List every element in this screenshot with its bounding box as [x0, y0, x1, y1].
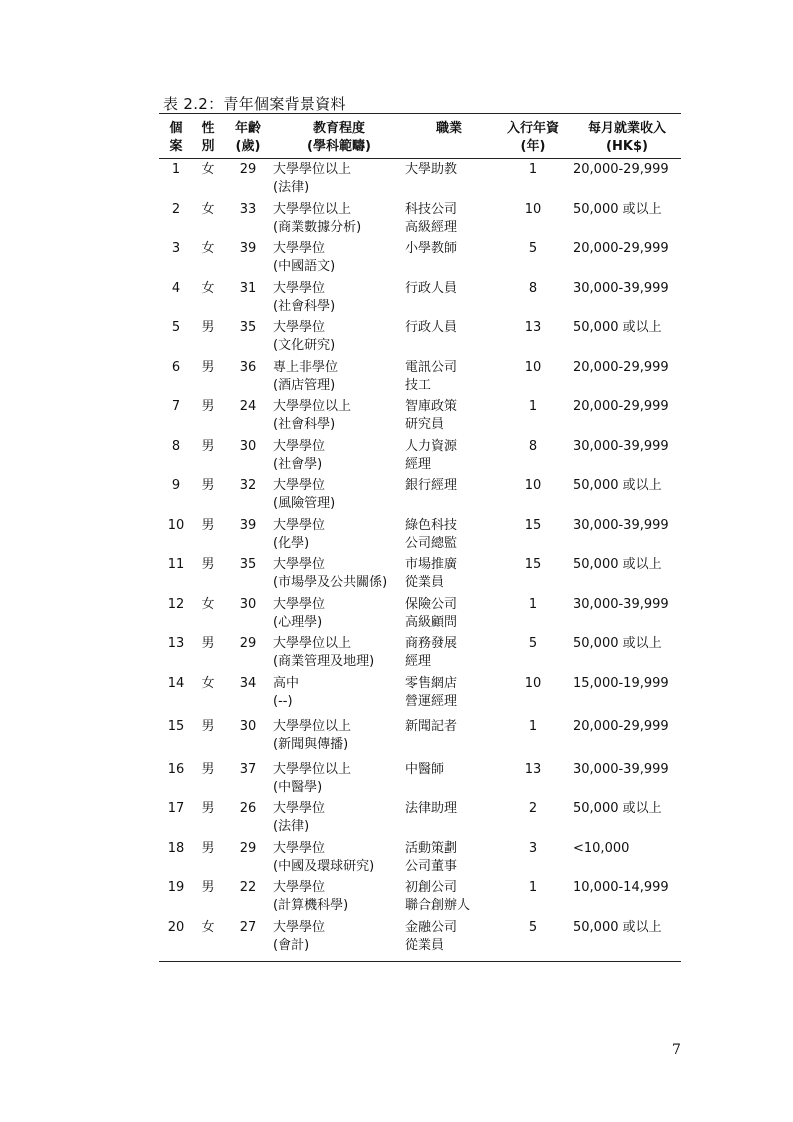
cell-case-number: 12 — [167, 596, 185, 612]
cell-education — [273, 318, 405, 358]
cell-occupation — [405, 595, 493, 635]
cell-age: 29 — [239, 162, 257, 177]
cell-case-number: 15 — [167, 718, 185, 734]
table-row — [159, 918, 681, 962]
cell-age: 35 — [239, 557, 257, 572]
cell-line: 大學學位 — [273, 241, 326, 256]
cell-occupation — [405, 516, 493, 556]
cell-line: 研究員 — [405, 417, 445, 432]
cell-occupation — [405, 918, 493, 962]
cell-years-in-industry: 3 — [528, 840, 538, 856]
cell-line: 綠色科技 — [405, 517, 458, 533]
cell-line: 大學學位 — [273, 557, 326, 572]
header-line: 個 — [169, 121, 183, 136]
header-line: (學科範疇) — [307, 139, 371, 154]
table-row — [159, 839, 681, 879]
cell-line: (社會科學) — [273, 417, 336, 432]
cell-years-in-industry: 8 — [528, 280, 538, 296]
cell-line: 公司董事 — [405, 858, 458, 874]
cell-years-in-industry: 10 — [524, 201, 542, 217]
cell-line: 高級顧問 — [405, 614, 458, 630]
cell-case-number: 18 — [167, 840, 185, 856]
cell-case-number: 14 — [167, 675, 185, 691]
cell-education — [273, 760, 405, 800]
cell-occupation — [405, 200, 493, 240]
cell-age: 39 — [239, 241, 257, 256]
header-years-in-industry — [493, 114, 573, 159]
cell-years-in-industry: 10 — [524, 675, 542, 691]
cell-line: 行政人員 — [405, 320, 458, 335]
cell-age: 32 — [239, 478, 257, 493]
cell-case-number: 17 — [167, 801, 185, 816]
cell-line: 大學學位 — [273, 320, 326, 335]
cell-sex: 男 — [201, 438, 215, 454]
cell-education — [273, 634, 405, 674]
cell-line: 科技公司 — [405, 201, 458, 217]
cell-line: 技工 — [405, 377, 432, 393]
cell-years-in-industry: 8 — [528, 438, 538, 454]
cell-monthly-income: 20,000-29,999 — [573, 399, 669, 414]
header-line: 入行年資 — [506, 121, 559, 136]
cell-line: 大學學位 — [273, 517, 326, 533]
cell-sex: 女 — [201, 596, 215, 612]
cell-education — [273, 358, 405, 398]
cell-monthly-income: 10,000-14,999 — [573, 880, 669, 895]
cell-line: 大學學位以上 — [273, 761, 352, 777]
cell-age: 24 — [239, 399, 257, 414]
cell-line: 公司總監 — [405, 535, 458, 551]
cell-occupation — [405, 437, 493, 477]
cell-education — [273, 674, 405, 717]
cell-occupation — [405, 760, 493, 800]
cell-line: 大學學位 — [273, 438, 326, 454]
cell-sex: 男 — [201, 636, 215, 651]
cell-line: (心理學) — [273, 614, 323, 630]
cell-years-in-industry: 13 — [524, 761, 542, 777]
cell-sex: 男 — [201, 761, 215, 777]
cell-line: 銀行經理 — [405, 478, 458, 493]
cell-line: 法律助理 — [405, 801, 458, 816]
cell-monthly-income: 15,000-19,999 — [573, 675, 669, 691]
cell-monthly-income: <10,000 — [573, 840, 630, 856]
cell-line: 高級經理 — [405, 219, 458, 235]
header-line: 每月就業收入 — [587, 121, 666, 136]
cell-age: 30 — [239, 718, 257, 734]
cell-sex: 男 — [201, 557, 215, 572]
cell-years-in-industry: 1 — [528, 718, 538, 734]
cell-occupation — [405, 839, 493, 879]
cell-age: 35 — [239, 320, 257, 335]
table-row — [159, 717, 681, 760]
cell-line: 市場推廣 — [405, 557, 458, 572]
cell-monthly-income: 50,000 或以上 — [573, 320, 662, 335]
cell-years-in-industry: 5 — [528, 241, 538, 256]
cell-sex: 男 — [201, 517, 215, 533]
header-line: (歲) — [235, 139, 261, 154]
cell-line: 聯合創辦人 — [405, 898, 471, 913]
cell-line: (中醫學) — [273, 779, 323, 795]
cell-line: 從業員 — [405, 937, 445, 953]
cell-monthly-income: 50,000 或以上 — [573, 478, 662, 493]
cell-line: (中國語文) — [273, 259, 336, 274]
cell-line: (市場學及公共關係) — [273, 575, 388, 590]
cell-line: (文化研究) — [273, 338, 336, 353]
table-header — [159, 114, 681, 159]
cell-education — [273, 437, 405, 477]
cell-age: 27 — [223, 918, 273, 962]
cell-line: 金融公司 — [405, 919, 458, 935]
cell-age: 29 — [239, 636, 257, 651]
cell-case-number: 5 — [171, 320, 181, 335]
cell-sex: 女 — [201, 675, 215, 691]
cell-line: (社會科學) — [273, 298, 336, 314]
cell-line: (商業數據分析) — [273, 219, 362, 235]
page-number: 7 — [672, 1042, 681, 1058]
cell-years-in-industry: 5 — [528, 636, 538, 651]
cell-case-number: 11 — [167, 557, 185, 572]
cell-line: 大學學位 — [273, 880, 326, 895]
cell-education — [273, 397, 405, 437]
cell-case-number: 20 — [159, 918, 193, 962]
cell-education — [273, 516, 405, 556]
cell-years-in-industry: 1 — [528, 399, 538, 414]
cell-monthly-income: 50,000 或以上 — [573, 557, 662, 572]
cell-line: 大學學位以上 — [273, 636, 352, 651]
cell-monthly-income: 30,000-39,999 — [573, 280, 669, 296]
cell-line: 初創公司 — [405, 880, 458, 895]
cell-line: 經理 — [405, 456, 432, 472]
cell-sex: 男 — [201, 718, 215, 734]
cell-occupation — [405, 318, 493, 358]
cell-case-number: 13 — [167, 636, 185, 651]
cell-line: (法律) — [273, 180, 310, 195]
header-education — [273, 114, 405, 159]
table-row — [159, 239, 681, 279]
table-caption: 表 2.2：青年個案背景資料 — [163, 95, 346, 113]
cell-line: 大學學位以上 — [273, 201, 352, 217]
cell-years-in-industry: 5 — [493, 918, 573, 962]
cell-line: 經理 — [405, 654, 432, 669]
cell-occupation — [405, 279, 493, 319]
cell-line: (新聞與傳播) — [273, 736, 349, 752]
cell-line: 保險公司 — [405, 596, 458, 612]
cell-case-number: 16 — [167, 761, 185, 777]
cell-sex: 男 — [201, 880, 215, 895]
cell-education — [273, 918, 405, 962]
cell-years-in-industry: 10 — [524, 478, 542, 493]
cell-line: (--) — [273, 693, 293, 709]
cell-sex: 男 — [201, 359, 215, 375]
cell-sex: 女 — [193, 918, 223, 962]
cell-monthly-income: 30,000-39,999 — [573, 438, 669, 454]
cell-line: 大學學位 — [273, 840, 326, 856]
header-occupation — [405, 114, 493, 159]
table-row — [159, 318, 681, 358]
header-line: 教育程度 — [312, 121, 365, 136]
cell-monthly-income: 50,000 或以上 — [573, 801, 662, 816]
cell-case-number: 2 — [171, 201, 181, 217]
table-row — [159, 437, 681, 477]
cell-monthly-income: 30,000-39,999 — [573, 761, 669, 777]
table-row — [159, 279, 681, 319]
cell-monthly-income: 30,000-39,999 — [573, 517, 669, 533]
cell-years-in-industry: 13 — [524, 320, 542, 335]
cell-case-number: 1 — [171, 162, 181, 177]
cell-years-in-industry: 1 — [528, 162, 538, 177]
cell-sex: 男 — [201, 320, 215, 335]
cell-occupation — [405, 878, 493, 918]
cell-education — [273, 799, 405, 839]
header-line: 性 — [201, 121, 215, 136]
cell-sex: 男 — [201, 399, 215, 414]
table-row — [159, 159, 681, 200]
cell-line: (會計) — [273, 937, 310, 953]
cell-education — [273, 476, 405, 516]
cell-case-number: 6 — [171, 359, 181, 375]
table-row — [159, 595, 681, 635]
cell-sex: 男 — [201, 801, 215, 816]
cell-sex: 女 — [201, 241, 215, 256]
cell-monthly-income: 50,000 或以上 — [573, 201, 662, 217]
table-row — [159, 878, 681, 918]
header-row — [159, 114, 681, 159]
cell-education — [273, 159, 405, 200]
cell-monthly-income: 30,000-39,999 — [573, 596, 669, 612]
youth-background-table — [159, 113, 681, 962]
table-row — [159, 799, 681, 839]
table-row — [159, 674, 681, 717]
cell-line: (社會學) — [273, 456, 323, 472]
header-sex — [193, 114, 223, 159]
cell-line: 商務發展 — [405, 636, 458, 651]
cell-sex: 男 — [201, 840, 215, 856]
cell-years-in-industry: 1 — [528, 880, 538, 895]
cell-occupation — [405, 239, 493, 279]
cell-monthly-income: 20,000-29,999 — [573, 162, 669, 177]
table-row — [159, 397, 681, 437]
cell-years-in-industry: 15 — [524, 517, 542, 533]
cell-occupation — [405, 674, 493, 717]
cell-sex: 女 — [201, 162, 215, 177]
cell-education — [273, 839, 405, 879]
table-body — [159, 159, 681, 962]
cell-years-in-industry: 15 — [524, 557, 542, 572]
cell-line: 零售網店 — [405, 675, 458, 691]
header-line: 別 — [201, 139, 215, 154]
cell-line: 行政人員 — [405, 280, 458, 296]
cell-age: 33 — [239, 201, 257, 217]
cell-education — [273, 595, 405, 635]
cell-age: 34 — [239, 675, 257, 691]
cell-line: 大學學位 — [273, 280, 326, 296]
cell-years-in-industry: 1 — [528, 596, 538, 612]
cell-occupation — [405, 159, 493, 200]
cell-monthly-income: 20,000-29,999 — [573, 718, 669, 734]
cell-line: 新聞記者 — [405, 718, 458, 734]
cell-line: 從業員 — [405, 575, 445, 590]
cell-age: 39 — [239, 517, 257, 533]
header-case-number — [159, 114, 193, 159]
cell-line: (中國及環球研究) — [273, 858, 375, 874]
cell-age: 36 — [239, 359, 257, 375]
cell-monthly-income: 50,000 或以上 — [573, 918, 681, 962]
cell-occupation — [405, 397, 493, 437]
cell-monthly-income: 20,000-29,999 — [573, 359, 669, 375]
cell-line: 小學教師 — [405, 241, 458, 256]
cell-age: 31 — [239, 280, 257, 296]
table-row — [159, 634, 681, 674]
cell-line: 電訊公司 — [405, 359, 458, 375]
cell-age: 37 — [239, 761, 257, 777]
cell-education — [273, 555, 405, 595]
cell-years-in-industry: 10 — [524, 359, 542, 375]
header-monthly-income — [573, 114, 681, 159]
cell-line: 大學學位以上 — [273, 162, 352, 177]
table-row — [159, 476, 681, 516]
cell-line: 智庫政策 — [405, 399, 458, 414]
table-row — [159, 516, 681, 556]
cell-line: 大學學位以上 — [273, 718, 352, 734]
cell-line: (計算機科學) — [273, 898, 349, 913]
cell-line: 大學學位 — [273, 801, 326, 816]
cell-occupation — [405, 717, 493, 760]
cell-case-number: 19 — [167, 880, 185, 895]
cell-age: 30 — [239, 438, 257, 454]
cell-case-number: 8 — [171, 438, 181, 454]
cell-occupation — [405, 476, 493, 516]
cell-line: (商業管理及地理) — [273, 654, 375, 669]
cell-occupation — [405, 634, 493, 674]
cell-case-number: 7 — [171, 399, 181, 414]
cell-age: 22 — [239, 880, 257, 895]
cell-occupation — [405, 555, 493, 595]
cell-case-number: 4 — [171, 280, 181, 296]
cell-line: 大學學位以上 — [273, 399, 352, 414]
cell-sex: 女 — [201, 280, 215, 296]
cell-sex: 女 — [201, 201, 215, 217]
cell-line: 高中 — [273, 675, 300, 691]
cell-line: 營運經理 — [405, 693, 458, 709]
cell-line: 大學學位 — [273, 478, 326, 493]
header-line: (HK$) — [606, 139, 648, 154]
cell-line: (法律) — [273, 819, 310, 834]
table-row — [159, 760, 681, 800]
cell-line: 專上非學位 — [273, 359, 339, 375]
table-row — [159, 358, 681, 398]
header-age — [223, 114, 273, 159]
header-line: 案 — [169, 139, 183, 154]
cell-line: (化學) — [273, 535, 310, 551]
header-line: (年) — [520, 139, 546, 154]
cell-line: 中醫師 — [405, 761, 445, 777]
cell-education — [273, 717, 405, 760]
cell-line: 大學學位 — [273, 596, 326, 612]
cell-case-number: 10 — [167, 517, 185, 533]
cell-line: (酒店管理) — [273, 377, 336, 393]
cell-line: 大學學位 — [273, 919, 326, 935]
cell-education — [273, 878, 405, 918]
cell-line: (風險管理) — [273, 496, 336, 511]
cell-sex: 男 — [201, 478, 215, 493]
table-row — [159, 555, 681, 595]
cell-education — [273, 239, 405, 279]
cell-line: 大學助教 — [405, 162, 458, 177]
header-line: 年齡 — [234, 121, 261, 136]
cell-line: 人力資源 — [405, 438, 458, 454]
cell-years-in-industry: 2 — [528, 801, 538, 816]
cell-age: 26 — [239, 801, 257, 816]
header-line: 職業 — [435, 121, 462, 136]
cell-education — [273, 200, 405, 240]
cell-education — [273, 279, 405, 319]
cell-age: 29 — [239, 840, 257, 856]
cell-line: 活動策劃 — [405, 840, 458, 856]
cell-case-number: 3 — [171, 241, 181, 256]
table-row — [159, 200, 681, 240]
cell-occupation — [405, 358, 493, 398]
cell-age: 30 — [239, 596, 257, 612]
cell-case-number: 9 — [171, 478, 181, 493]
cell-occupation — [405, 799, 493, 839]
cell-monthly-income: 20,000-29,999 — [573, 241, 669, 256]
cell-monthly-income: 50,000 或以上 — [573, 636, 662, 651]
